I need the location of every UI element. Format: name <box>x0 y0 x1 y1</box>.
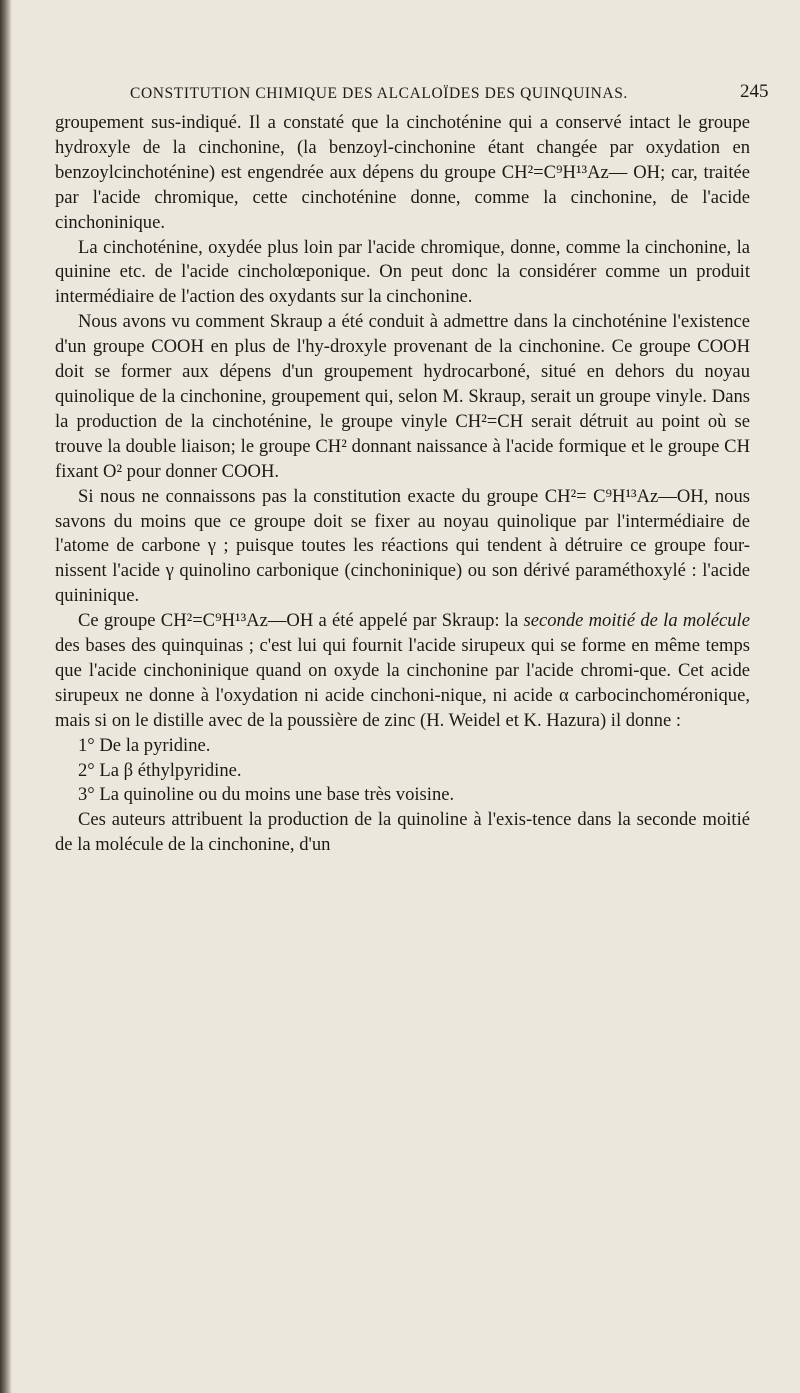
running-header: CONSTITUTION CHIMIQUE DES ALCALOÏDES DES QUINQUINAS. <box>130 85 628 102</box>
paragraph-1: groupement sus-indiqué. Il a constaté que la cinchoténine qui a conservé intact le groupe hydroxyle de la cinchonine, (la benzoyl-cinchonine étant changée par oxydation en benzoylcinchoténine) est engendrée aux dépens du groupe CH²=C⁹H¹³Az— OH; car, traitée par l'acide chromique, cette cinchoténine donne, comme la cinchonine, de l'acide cinchoninique. <box>55 112 750 233</box>
body-text <box>55 111 750 858</box>
emphasized-phrase: seconde moitié de la molécule <box>523 610 750 632</box>
paragraph-5-lead: Ce groupe CH²=C⁹H¹³Az—OH a été appelé par Skraup: la <box>78 610 524 632</box>
list-item-1: 1° De la pyridine. <box>78 734 211 756</box>
paragraph-4: Si nous ne connaissons pas la constitution exacte du groupe CH²= C⁹H¹³Az—OH, nous savons du moins que ce groupe doit se fixer au noyau quinolique par l'intermédiaire de l'atome de carbone γ ; puisque toutes les réactions qui tendent à détruire ce groupe four-nissent l'acide γ quinolino carbonique (cinchoninique) ou son dérivé paraméthoxylé : l'acide quininique. <box>55 485 750 607</box>
paragraph-6: Ces auteurs attribuent la production de la quinoline à l'exis-tence dans la seconde moitié de la molécule de la cinchonine, d'un <box>55 809 750 856</box>
page-number: 245 <box>740 81 769 102</box>
paragraph-5-rest: des bases des quinquinas ; c'est lui qui fournit l'acide sirupeux qui se forme en même temps que l'acide cinchoninique quand on oxyde la cinchonine par l'acide chromi-que. Cet acide sirupeux ne donne à l'oxydation ni acide cinchoni-nique, ni acide α carbocinchoméronique, mais si on le distille avec de la poussière de zinc (H. Weidel et K. Hazura) il donne : <box>55 635 750 731</box>
list-item-2: 2° La β éthylpyridine. <box>78 759 242 781</box>
paragraph-3: Nous avons vu comment Skraup a été conduit à admettre dans la cinchoténine l'existence d'un groupe COOH en plus de l'hy-droxyle provenant de la cinchonine. Ce groupe COOH doit se former aux dépens d'un groupement hydrocarboné, situé en dehors du noyau quinolique de la cinchonine, groupement qui, selon M. Skraup, serait un groupe vinyle. Dans la production de la cinchoténine, le groupe vinyle CH²=CH serait détruit au point où se trouve la double liaison; le groupe CH² donnant naissance à l'acide formique et le groupe CH fixant O² pour donner COOH. <box>55 311 750 482</box>
paragraph-5 <box>55 609 750 734</box>
paragraph-2: La cinchoténine, oxydée plus loin par l'acide chromique, donne, comme la cinchonine, la quinine etc. de l'acide cincholœponique. On peut donc la considérer comme un produit intermédiaire de l'action des oxydants sur la cinchonine. <box>55 236 750 308</box>
list-item-3: 3° La quinoline ou du moins une base très voisine. <box>78 784 455 806</box>
